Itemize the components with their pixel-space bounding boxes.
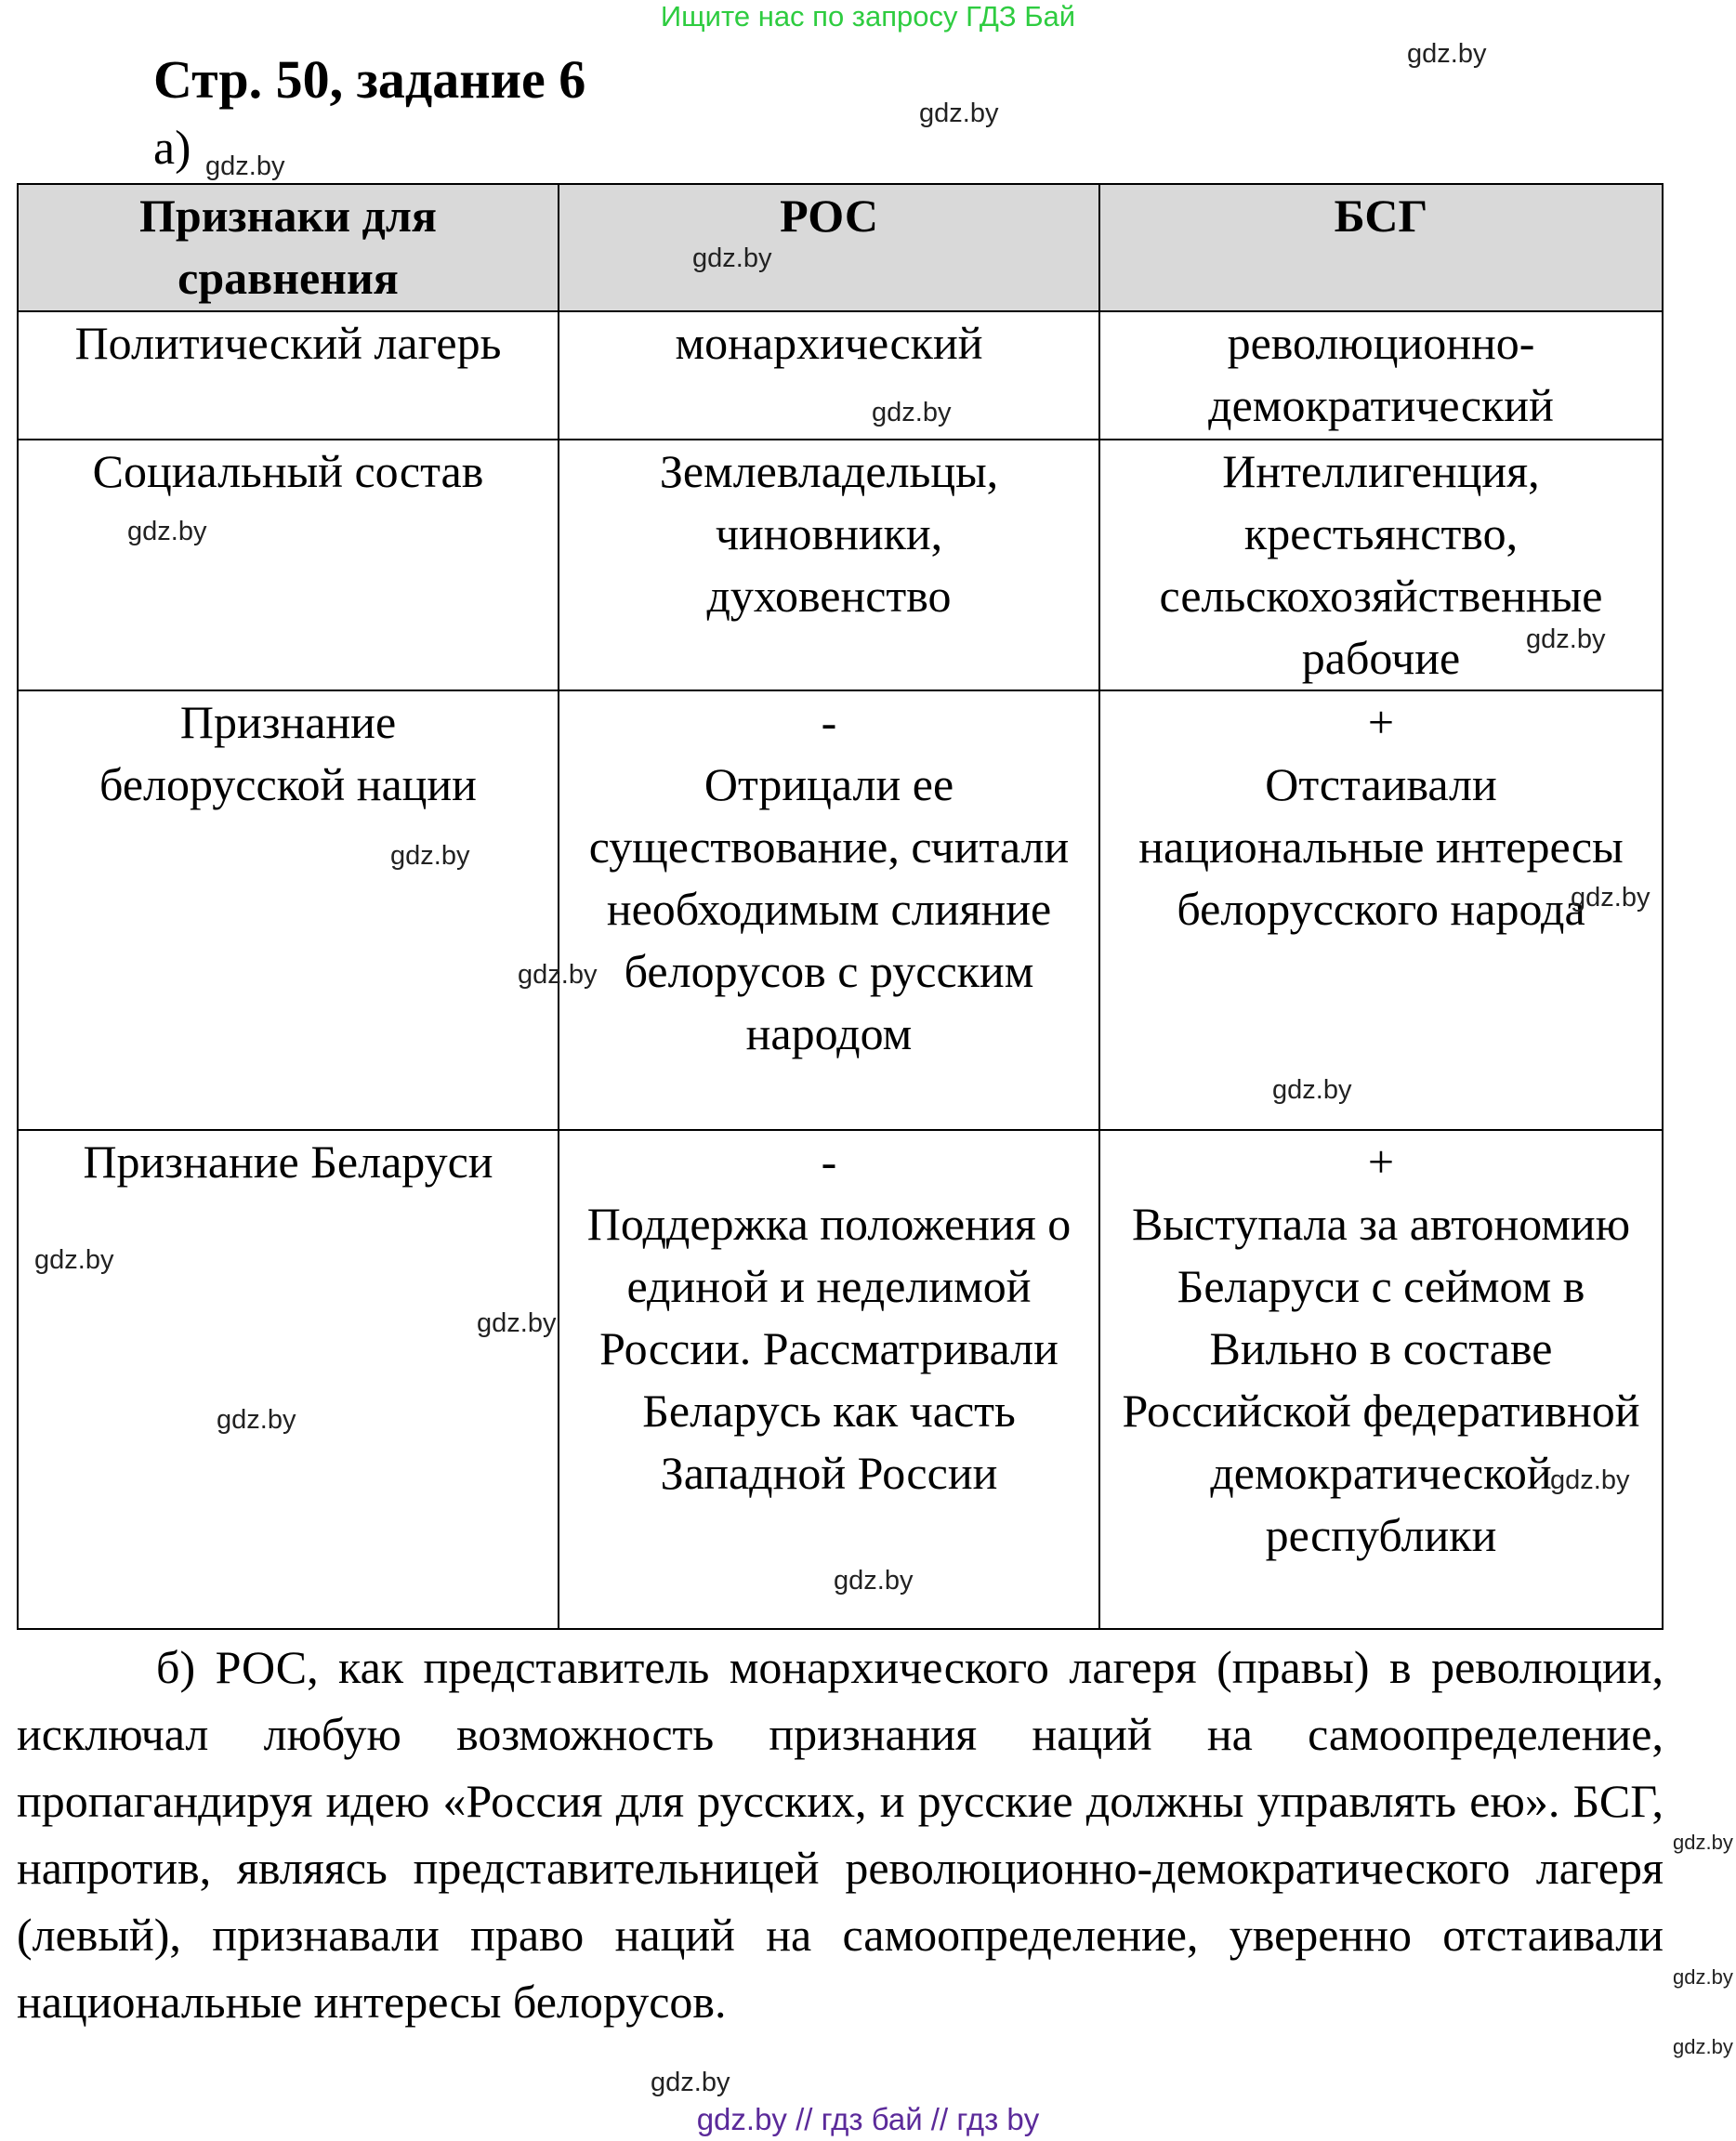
watermark: gdz.by <box>692 243 772 273</box>
watermark: gdz.by <box>217 1405 296 1435</box>
page-title: Стр. 50, задание 6 <box>153 49 586 110</box>
watermark: gdz.by <box>834 1566 914 1596</box>
part-b-paragraph: б) РОС, как представитель монархического лагеря (правы) в революции, исключал любую возможность признания наций на самоопределение, пропагандируя идею «Россия для русских, и русские должны управлять ею». БСГ, напротив, являясь представительницей революционно-демократического лагеря (левый), признавали право наций на самоопределение, уверенно отстаивали национальные интересы белорусов. <box>17 1641 1664 2028</box>
cell: Интеллигенция, крестьянство, сельскохозяйственные рабочие <box>1099 440 1663 690</box>
table-row <box>18 1130 1663 1629</box>
watermark: gdz.by <box>518 960 598 990</box>
footer-links[interactable]: gdz.by // гдз бай // гдз by <box>696 2102 1040 2136</box>
watermark: gdz.by <box>1673 1831 1733 1854</box>
watermark: gdz.by <box>1673 2035 1733 2058</box>
table-row <box>18 690 1663 1130</box>
watermark: gdz.by <box>1272 1075 1352 1105</box>
cell: Землевладельцы, чиновники, духовенство <box>559 440 1099 690</box>
cell: - Отрицали ее существование, считали необходимым слияние белорусов с русским народом <box>559 690 1099 1130</box>
watermark: gdz.by <box>919 99 999 128</box>
part-a-label: а) <box>153 122 191 175</box>
cell: + Выступала за автономию Беларуси с сеймом в Вильно в составе Российской федеративной демократической республики <box>1099 1130 1663 1629</box>
cell: + Отстаивали национальные интересы белорусского народа <box>1099 690 1663 1130</box>
table-header-row <box>18 184 1663 311</box>
watermark: gdz.by <box>872 398 952 427</box>
header-ros: РОС <box>559 184 1099 311</box>
table-row <box>18 311 1663 440</box>
table-row <box>18 440 1663 690</box>
cell: Социальный состав <box>18 440 559 690</box>
watermark: gdz.by <box>1526 624 1606 654</box>
watermark: gdz.by <box>1550 1465 1630 1495</box>
cell: - Поддержка положения о единой и неделимой России. Рассматривали Беларусь как часть Западной России <box>559 1130 1099 1629</box>
watermark: gdz.by <box>34 1245 114 1275</box>
cell: Признание Беларуси <box>18 1130 559 1629</box>
watermark: gdz.by <box>1571 883 1651 913</box>
watermark: gdz.by <box>127 517 207 546</box>
watermark: gdz.by <box>1407 39 1487 69</box>
header-criteria: Признаки для сравнения <box>18 184 559 311</box>
watermark: gdz.by <box>651 2068 730 2097</box>
search-banner: Ищите нас по запросу ГДЗ Бай <box>660 0 1076 33</box>
cell: Политический лагерь <box>18 311 559 440</box>
cell: монархический <box>559 311 1099 440</box>
watermark: gdz.by <box>1673 1965 1733 1989</box>
watermark: gdz.by <box>477 1308 557 1338</box>
cell: революционно-демократический <box>1099 311 1663 440</box>
watermark: gdz.by <box>205 151 285 181</box>
watermark: gdz.by <box>390 841 470 871</box>
cell: Признание белорусской нации <box>18 690 559 1130</box>
header-bsg: БСГ <box>1099 184 1663 311</box>
